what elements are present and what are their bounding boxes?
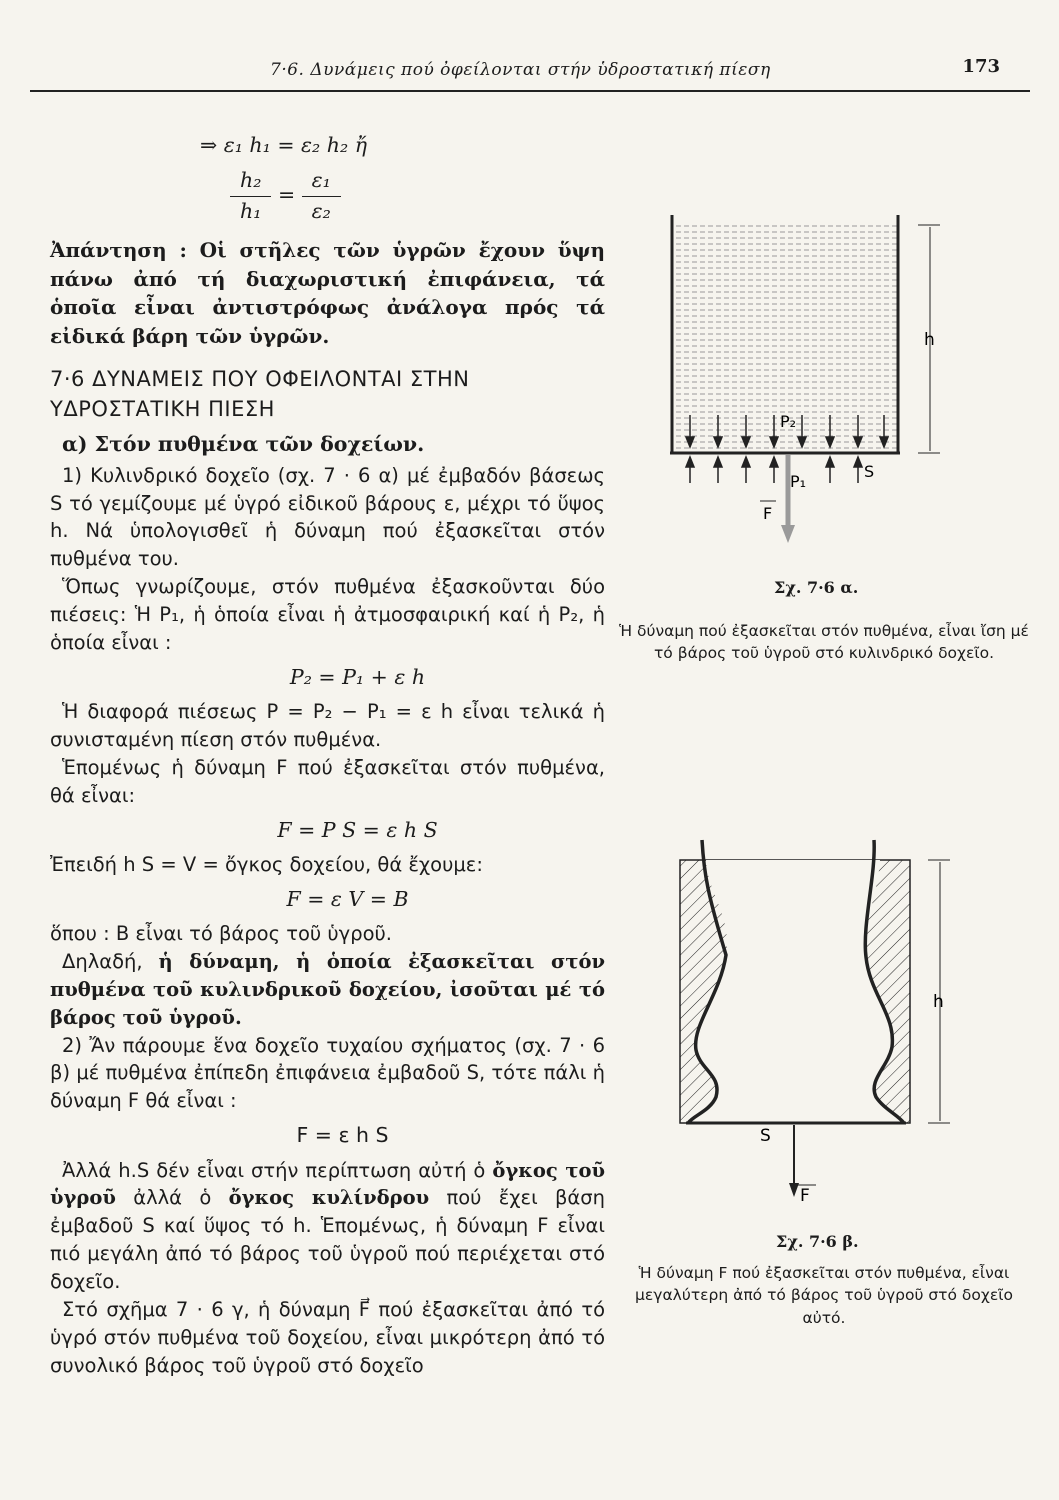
paragraph-9-a: Ἀλλά h.S δέν εἶναι στήν περίπτωση αὐτή ὁ bbox=[62, 1158, 493, 1182]
equation-1: ⇒ ε₁ h₁ = ε₂ h₂ ἤ bbox=[200, 133, 368, 157]
figure-a-number: Σχ. 7·6 α. bbox=[774, 578, 859, 597]
force-arrow-head bbox=[781, 525, 795, 543]
label-s: S bbox=[760, 1126, 771, 1146]
paragraph-9-d: ὄγκος κυλίνδρου bbox=[228, 1186, 430, 1210]
label-s: S bbox=[864, 462, 875, 481]
paragraph-7 bbox=[50, 948, 605, 1032]
figure-cylinder-diagram bbox=[660, 205, 1040, 545]
fraction-right-denominator: ε₂ bbox=[311, 198, 331, 223]
figure-irregular-vessel-diagram bbox=[660, 835, 1040, 1215]
label-f: F bbox=[763, 504, 773, 523]
equation-4: F = ε V = B bbox=[286, 886, 409, 911]
paragraph-7-start: Δηλαδή, bbox=[62, 949, 159, 973]
label-f: F bbox=[800, 1186, 810, 1206]
paragraph-2: Ὅπως γνωρίζουμε, στόν πυθμένα ἐξασκοῦνται δύο πιέσεις: Ἡ P₁, ἡ ὁποία εἶναι ἡ ἀτμοσφαιρική καί ἡ P₂, ἡ ὁποία εἶναι : bbox=[50, 575, 605, 654]
page-header bbox=[30, 56, 1040, 92]
fraction-left-numerator: h₂ bbox=[230, 166, 271, 196]
figure-b-number: Σχ. 7·6 β. bbox=[776, 1232, 859, 1251]
paragraph-6: ὅπου : B εἶναι τό βάρος τοῦ ὑγροῦ. bbox=[50, 922, 392, 946]
figure-a-caption: Ἡ δύναμη πού ἐξασκεῖται στόν πυθμένα, εἶναι ἴση μέ τό βάρος τοῦ ὑγροῦ στό κυλινδρικό δοχεῖο. bbox=[619, 622, 1029, 663]
fraction-left-denominator: h₁ bbox=[240, 198, 262, 223]
running-title: 7·6. Δυνάμεις πού ὀφείλονται στήν ὑδροστατική πίεση bbox=[270, 60, 771, 80]
paragraph-9-e: πού ἔχει βάση ἐμβαδοῦ S καί ὕψος τό h. Ἑπομένως, ἡ δύναμη F εἶναι πιό μεγάλη ἀπό τό βάρος τοῦ ὑγροῦ πού περιέχεται στό δοχεῖο. bbox=[50, 1186, 605, 1294]
paragraph-9-b: ὄγκος τοῦ ὑγροῦ bbox=[50, 1158, 605, 1210]
equation-5: F = ε h S bbox=[296, 1123, 389, 1148]
paragraph-4: Ἑπομένως ἡ δύναμη F πού ἐξασκεῖται στόν πυθμένα, θά εἶναι: bbox=[50, 755, 605, 807]
fraction-left bbox=[230, 166, 271, 226]
answer-paragraph: Ἀπάντηση : Οἱ στῆλες τῶν ὑγρῶν ἔχουν ὕψη πάνω ἀπό τή διαχωριστική ἐπιφάνεια, τά ὁποῖα εἶναι ἀντιστρόφως ἀνάλογα πρός τά εἰδικά βάρη τῶν ὑγρῶν. bbox=[50, 237, 605, 348]
paragraph-10: Στό σχῆμα 7 · 6 γ, ἡ δύναμη F⃗ πού ἐξασκεῖται ἀπό τό ὑγρό στόν πυθμένα τοῦ δοχείου, εἶναι μικρότερη ἀπό τό συνολικό βάρος τοῦ ὑγροῦ στό δοχεῖο bbox=[50, 1297, 605, 1377]
upward-pressure-arrows bbox=[686, 457, 862, 483]
equation-2: P₂ = P₁ + ε h bbox=[289, 664, 426, 689]
page-number: 173 bbox=[962, 56, 1000, 77]
paragraph-7-bold: ἡ δύναμη, ἡ ὁποία ἐξασκεῖται στόν πυθμένα τοῦ κυλινδρικοῦ δοχείου, ἰσοῦται μέ τό βάρος τοῦ ὑγροῦ. bbox=[50, 949, 605, 1029]
figure-b-caption: Ἡ δύναμη F πού ἐξασκεῖται στόν πυθμένα, εἶναι μεγαλύτερη ἀπό τό βάρος τοῦ ὑγροῦ στό δοχεῖο αὐτό. bbox=[635, 1264, 1013, 1327]
paragraph-8: 2) Ἄν πάρουμε ἕνα δοχεῖο τυχαίου σχήματος (σχ. 7 · 6 β) μέ πυθμένα ἐπίπεδη ἐπιφάνεια ἐμβαδοῦ S, τότε πάλι ἡ δύναμη F θά εἶναι : bbox=[50, 1033, 605, 1113]
fraction-equals: = bbox=[277, 182, 296, 207]
header-rule bbox=[30, 90, 1030, 92]
force-arrow-head bbox=[789, 1183, 799, 1197]
paragraph-9 bbox=[50, 1157, 605, 1296]
label-h: h bbox=[933, 992, 944, 1012]
subsection-title: α) Στόν πυθμένα τῶν δοχείων. bbox=[62, 432, 425, 457]
liquid-region bbox=[688, 860, 904, 1123]
equation-3: F = P S = ε h S bbox=[277, 817, 438, 842]
fraction-right bbox=[302, 166, 341, 226]
paragraph-1: 1) Κυλινδρικό δοχεῖο (σχ. 7 · 6 α) μέ ἐμβαδόν βάσεως S τό γεμίζουμε μέ ὑγρό εἰδικοῦ βάρους ε, μέχρι τό ὕψος h. Νά ὑπολογισθεῖ ἡ δύναμη πού ἐξασκεῖται στόν πυθμένα του. bbox=[50, 463, 605, 571]
paragraph-9-c: ἀλλά ὁ bbox=[115, 1186, 229, 1210]
label-p2: P₂ bbox=[780, 412, 797, 431]
fraction-right-numerator: ε₁ bbox=[302, 166, 341, 196]
paragraph-3: Ἡ διαφορά πιέσεως P = P₂ − P₁ = ε h εἶναι τελικά ἡ συνισταμένη πίεση στόν πυθμένα. bbox=[50, 700, 605, 751]
fraction-equation bbox=[50, 166, 605, 226]
main-text-column bbox=[50, 125, 605, 1380]
paragraph-5: Ἐπειδή h S = V = ὄγκος δοχείου, θά ἔχουμε: bbox=[50, 852, 483, 876]
label-p1: P₁ bbox=[790, 472, 807, 491]
label-h: h bbox=[924, 330, 935, 350]
section-title: 7·6 ΔΥΝΑΜΕΙΣ ΠΟΥ ΟΦΕΙΛΟΝΤΑΙ ΣΤΗΝ ΥΔΡΟΣΤΑΤΙΚΗ ΠΙΕΣΗ bbox=[50, 367, 470, 422]
